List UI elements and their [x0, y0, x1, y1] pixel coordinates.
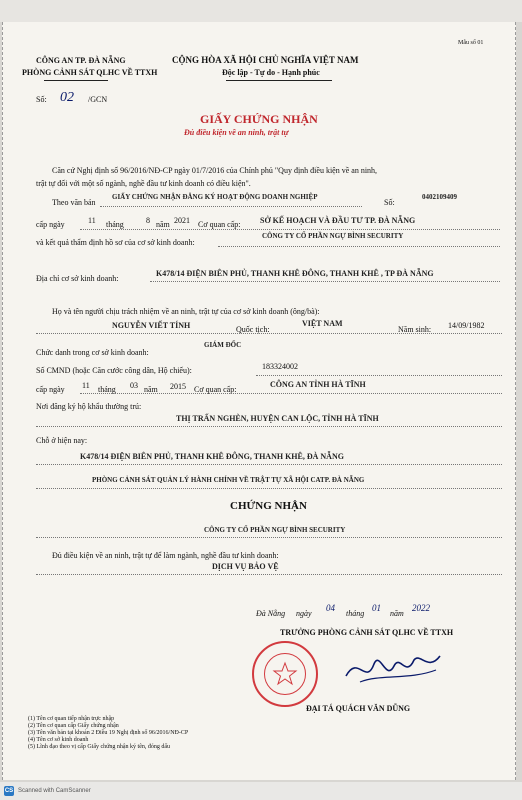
nation-title: CỘNG HÒA XÃ HỘI CHỦ NGHĨA VIỆT NAM [172, 55, 359, 65]
sign-day: 04 [326, 603, 335, 613]
du-dieu-kien-label: Đủ điều kiện về an ninh, trật tự để làm ngành, nghề đầu tư kinh doanh: [52, 551, 279, 560]
footnote-5: (5) Lĩnh đạo theo vị cấp Giấy chứng nhận ký tên, đóng dấu [28, 744, 171, 750]
nguoi-chiu-label: Họ và tên người chịu trách nhiệm về an ninh, trật tự của cơ sở kinh doanh (ông/bà): [52, 307, 320, 316]
cmnd-value: 183324002 [262, 362, 298, 371]
dotted-line [36, 488, 502, 489]
theo-van-ban-label: Theo văn bản [52, 198, 96, 207]
cmnd-co-quan-label: Cơ quan cấp: [194, 385, 237, 394]
dotted-line [256, 375, 502, 376]
nam-sinh-label: Năm sinh: [398, 325, 432, 334]
certificate-title: GIẤY CHỨNG NHẬN [200, 112, 318, 126]
nation-motto: Độc lập - Tự do - Hạnh phúc [222, 68, 320, 77]
cmnd-thang-label: tháng [98, 385, 116, 394]
co-quan-cap-label: Cơ quan cấp: [198, 220, 241, 229]
scanner-watermark-bar [0, 782, 522, 800]
sign-place: Đà Nẵng [256, 609, 286, 618]
sign-year: 2022 [412, 603, 430, 613]
cmnd-cap-ngay-label: cấp ngày [36, 385, 65, 394]
cmnd-label: Số CMND (hoặc Căn cước công dân, Hộ chiếu): [36, 366, 192, 375]
dotted-line [36, 426, 502, 427]
dotted-line [80, 229, 500, 230]
nguoi-chiu-value: NGUYỄN VIẾT TÍNH [112, 321, 191, 330]
footnote-2: (2) Tên cơ quan cấp Giấy chứng nhận [28, 723, 119, 729]
so-dkkd-label: Số: [384, 198, 395, 207]
cmnd-day: 11 [82, 381, 90, 390]
theo-van-ban-value: GIẤY CHỨNG NHẬN ĐĂNG KÝ HOẠT ĐỘNG DOANH NGHIỆP [112, 193, 318, 201]
official-seal [252, 641, 318, 707]
cap-ngay-month: 8 [146, 216, 150, 225]
chuc-danh-value: GIÁM ĐỐC [204, 341, 242, 349]
agency-underline [44, 80, 108, 81]
motto-underline [226, 80, 332, 81]
footnote-4: (4) Tên cơ sở kinh doanh [28, 737, 89, 743]
company-name: CÔNG TY CỔ PHẦN NGỰ BÌNH SECURITY [204, 526, 346, 534]
so-label: Số: [36, 95, 47, 104]
dotted-line [36, 537, 502, 538]
sign-thang-label: tháng [346, 609, 365, 618]
dotted-line [36, 464, 502, 465]
ket-qua-value: CÔNG TY CỔ PHẦN NGỰ BÌNH SECURITY [262, 232, 404, 240]
scanner-label: Scanned with CamScanner [18, 788, 91, 794]
agency-sub: PHÒNG CẢNH SÁT QLHC VỀ TTXH [22, 68, 158, 77]
scan-top-band [0, 0, 522, 22]
dotted-line [36, 574, 502, 575]
cho-o-value: K478/14 ĐIỆN BIÊN PHỦ, THANH KHÊ ĐÔNG, THANH KHÊ, ĐÀ NẴNG [80, 452, 344, 461]
dotted-line [100, 206, 362, 207]
sign-ngay-label: ngày [296, 609, 312, 618]
camscanner-icon: CS [4, 788, 14, 794]
nam-label: năm [156, 220, 170, 229]
thang-label: tháng [106, 220, 124, 229]
dotted-line [36, 333, 502, 334]
thuong-tru-value: THỊ TRẤN NGHÈN, HUYỆN CAN LỘC, TỈNH HÀ TĨNH [176, 414, 379, 423]
cmnd-month: 03 [130, 381, 138, 390]
so-suffix: /GCN [88, 95, 108, 104]
legal-basis-line-2: trật tự đối với một số ngành, nghề đầu tư kinh doanh có điều kiện". [36, 179, 251, 188]
co-quan-cap-value: SỞ KẾ HOẠCH VÀ ĐẦU TƯ TP. ĐÀ NẴNG [260, 216, 416, 225]
cap-ngay-year: 2021 [174, 216, 190, 225]
certificate-subtitle: Đủ điều kiện về an ninh, trật tự [184, 128, 289, 137]
signer-name: ĐẠI TÁ QUÁCH VĂN DŨNG [306, 704, 411, 713]
form-number: Mẫu số 01 [458, 40, 484, 46]
cmnd-year: 2015 [170, 382, 186, 391]
chung-nhan-heading: CHỨNG NHẬN [230, 500, 307, 512]
cmnd-co-quan-value: CÔNG AN TỈNH HÀ TĨNH [270, 380, 366, 389]
ket-qua-label: và kết quả thẩm định hồ sơ của cơ sở kinh doanh: [36, 238, 195, 247]
so-value: 02 [60, 90, 74, 105]
handwritten-signature [340, 646, 450, 690]
dia-chi-label: Địa chỉ cơ sở kinh doanh: [36, 274, 119, 283]
signer-title: TRƯỞNG PHÒNG CẢNH SÁT QLHC VỀ TTXH [280, 628, 454, 637]
nam-sinh-value: 14/09/1982 [448, 321, 485, 330]
issuer-line: PHÒNG CẢNH SÁT QUẢN LÝ HÀNH CHÍNH VỀ TRẬT TỰ XÃ HỘI CATP. ĐÀ NẴNG [92, 476, 365, 484]
cap-ngay-day: 11 [88, 216, 96, 225]
sign-nam-label: năm [390, 609, 404, 618]
agency-top: CÔNG AN TP. ĐÀ NẴNG [36, 56, 126, 65]
dia-chi-value: K478/14 ĐIỆN BIÊN PHỦ, THANH KHÊ ĐÔNG, THANH KHÊ , TP ĐÀ NẴNG [156, 269, 434, 278]
quoc-tich-label: Quốc tịch: [236, 325, 270, 334]
sign-month: 01 [372, 603, 381, 613]
cmnd-nam-label: năm [144, 385, 158, 394]
dotted-line [150, 281, 500, 282]
so-dkkd-value: 0402109409 [422, 193, 457, 201]
cho-o-label: Chỗ ở hiện nay: [36, 436, 88, 445]
seal-star-emblem [254, 643, 316, 705]
cap-ngay-label: cấp ngày [36, 220, 65, 229]
dotted-line [218, 246, 500, 247]
legal-basis-line-1: Căn cứ Nghị định số 96/2016/NĐ-CP ngày 01/7/2016 của Chính phủ "Quy định điều kiện về an ninh, [52, 166, 378, 175]
chuc-danh-label: Chức danh trong cơ sở kinh doanh: [36, 348, 149, 357]
thuong-tru-label: Nơi đăng ký hộ khẩu thường trú: [36, 402, 142, 411]
footnote-1: (1) Tên cơ quan tiếp nhận trực nhập [28, 716, 115, 722]
quoc-tich-value: VIỆT NAM [302, 319, 343, 328]
footnote-3: (3) Tên văn bản tại khoản 2 Điều 19 Nghị định số 96/2016/NĐ-CP [28, 730, 189, 736]
nganh-nghe-value: DỊCH VỤ BẢO VỆ [212, 562, 279, 571]
dotted-line [80, 393, 502, 394]
